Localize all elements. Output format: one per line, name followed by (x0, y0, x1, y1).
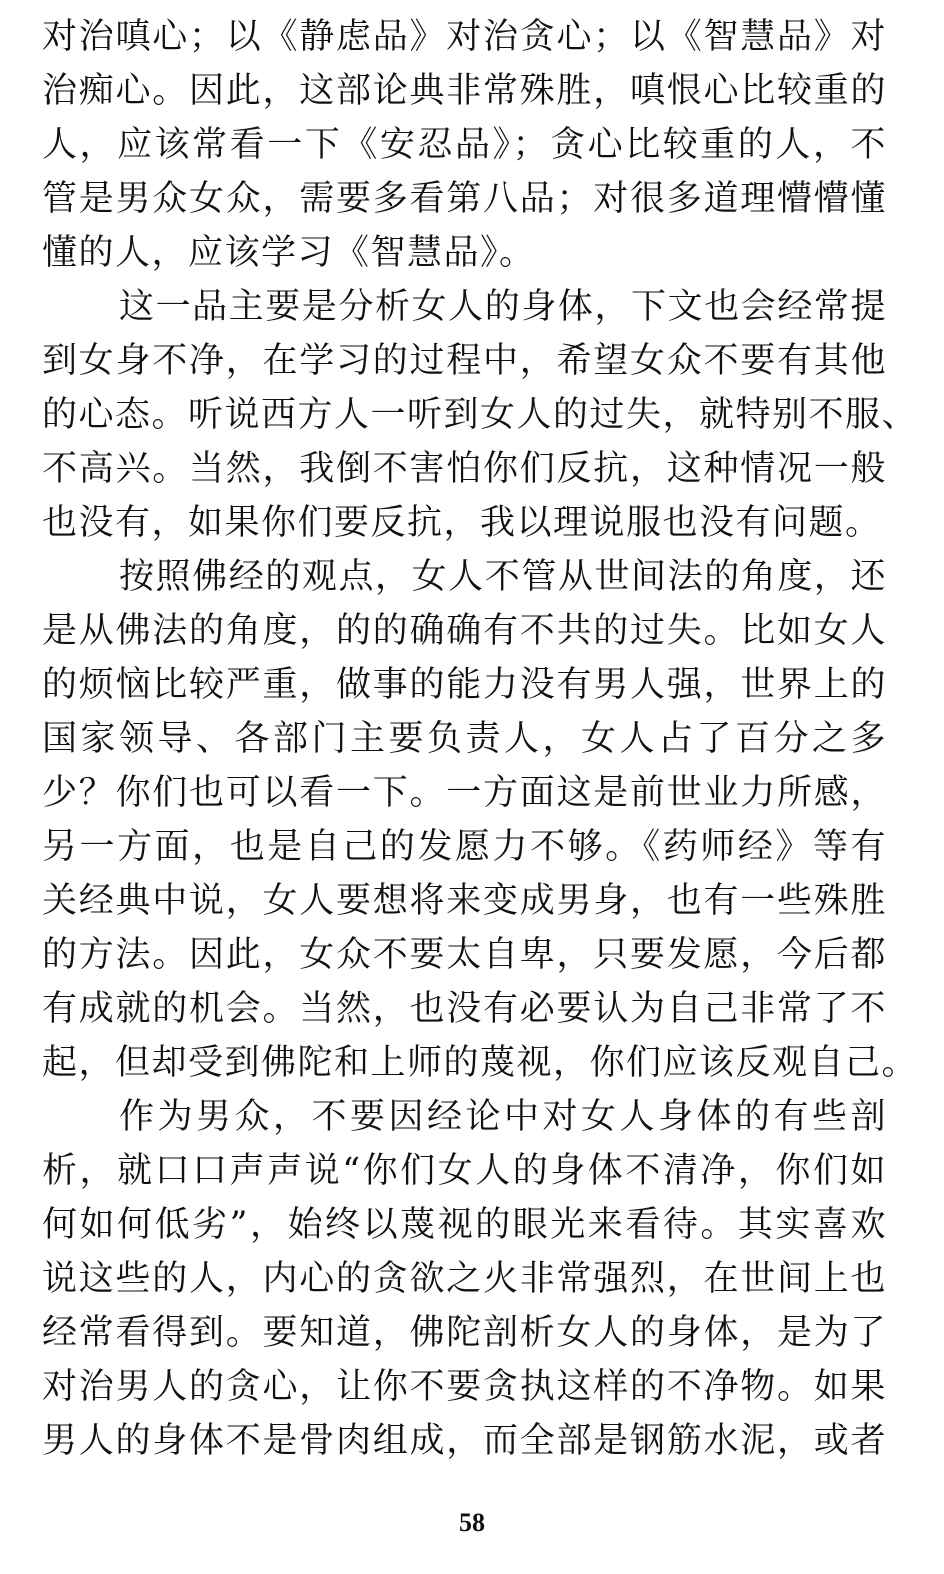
text-line: 不高兴。当然，我倒不害怕你们反抗，这种情况一般 (42, 449, 887, 489)
text-line: 关经典中说，女人要想将来变成男身，也有一些殊胜 (42, 881, 887, 921)
text-line: 另一方面，也是自己的发愿力不够。《药师经》等有 (42, 827, 887, 867)
text-line: 有成就的机会。当然，也没有必要认为自己非常了不 (42, 989, 887, 1029)
text-line: 管是男众女众，需要多看第八品；对很多道理懵懵懂 (42, 179, 887, 219)
text-line: 按照佛经的观点，女人不管从世间法的角度，还 (119, 557, 887, 597)
text-line: 是从佛法的角度，的的确确有不共的过失。比如女人 (42, 611, 887, 651)
text-line: 懂的人，应该学习《智慧品》。 (42, 233, 536, 273)
text-line: 对治嗔心；以《静虑品》对治贪心；以《智慧品》对 (42, 17, 887, 57)
text-line: 少？你们也可以看一下。一方面这是前世业力所感， (42, 773, 887, 813)
text-line: 析，就口口声声说“你们女人的身体不清净，你们如 (42, 1151, 887, 1191)
paragraph (42, 1090, 887, 1468)
text-line: 也没有，如果你们要反抗，我以理说服也没有问题。 (42, 503, 882, 543)
text-line: 人，应该常看一下《安忍品》；贪心比较重的人，不 (42, 125, 887, 165)
text-line: 作为男众，不要因经论中对女人身体的有些剖 (119, 1097, 887, 1137)
text-line: 的烦恼比较严重，做事的能力没有男人强，世界上的 (42, 665, 887, 705)
text-line: 对治男人的贪心，让你不要贪执这样的不净物。如果 (42, 1367, 887, 1407)
text-line: 说这些的人，内心的贪欲之火非常强烈，在世间上也 (42, 1259, 887, 1299)
paragraph (42, 280, 919, 550)
text-line: 何如何低劣”，始终以蔑视的眼光来看待。其实喜欢 (42, 1205, 887, 1245)
text-line: 的心态。听说西方人一听到女人的过失，就特别不服、 (42, 395, 919, 435)
paragraph (42, 550, 919, 1090)
page-number: 58 (459, 1508, 485, 1537)
text-line: 治痴心。因此，这部论典非常殊胜，嗔恨心比较重的 (42, 71, 887, 111)
body-text (42, 10, 919, 1468)
paragraph (42, 10, 887, 280)
text-line: 国家领导、各部门主要负责人，女人占了百分之多 (42, 719, 887, 759)
text-line: 男人的身体不是骨肉组成，而全部是钢筋水泥，或者 (42, 1421, 887, 1461)
text-line: 到女身不净，在学习的过程中，希望女众不要有其他 (42, 341, 887, 381)
text-line: 经常看得到。要知道，佛陀剖析女人的身体，是为了 (42, 1313, 887, 1353)
text-line: 起，但却受到佛陀和上师的蔑视，你们应该反观自己。 (42, 1043, 919, 1083)
text-line: 这一品主要是分析女人的身体，下文也会经常提 (119, 287, 887, 327)
text-line: 的方法。因此，女众不要太自卑，只要发愿，今后都 (42, 935, 887, 975)
